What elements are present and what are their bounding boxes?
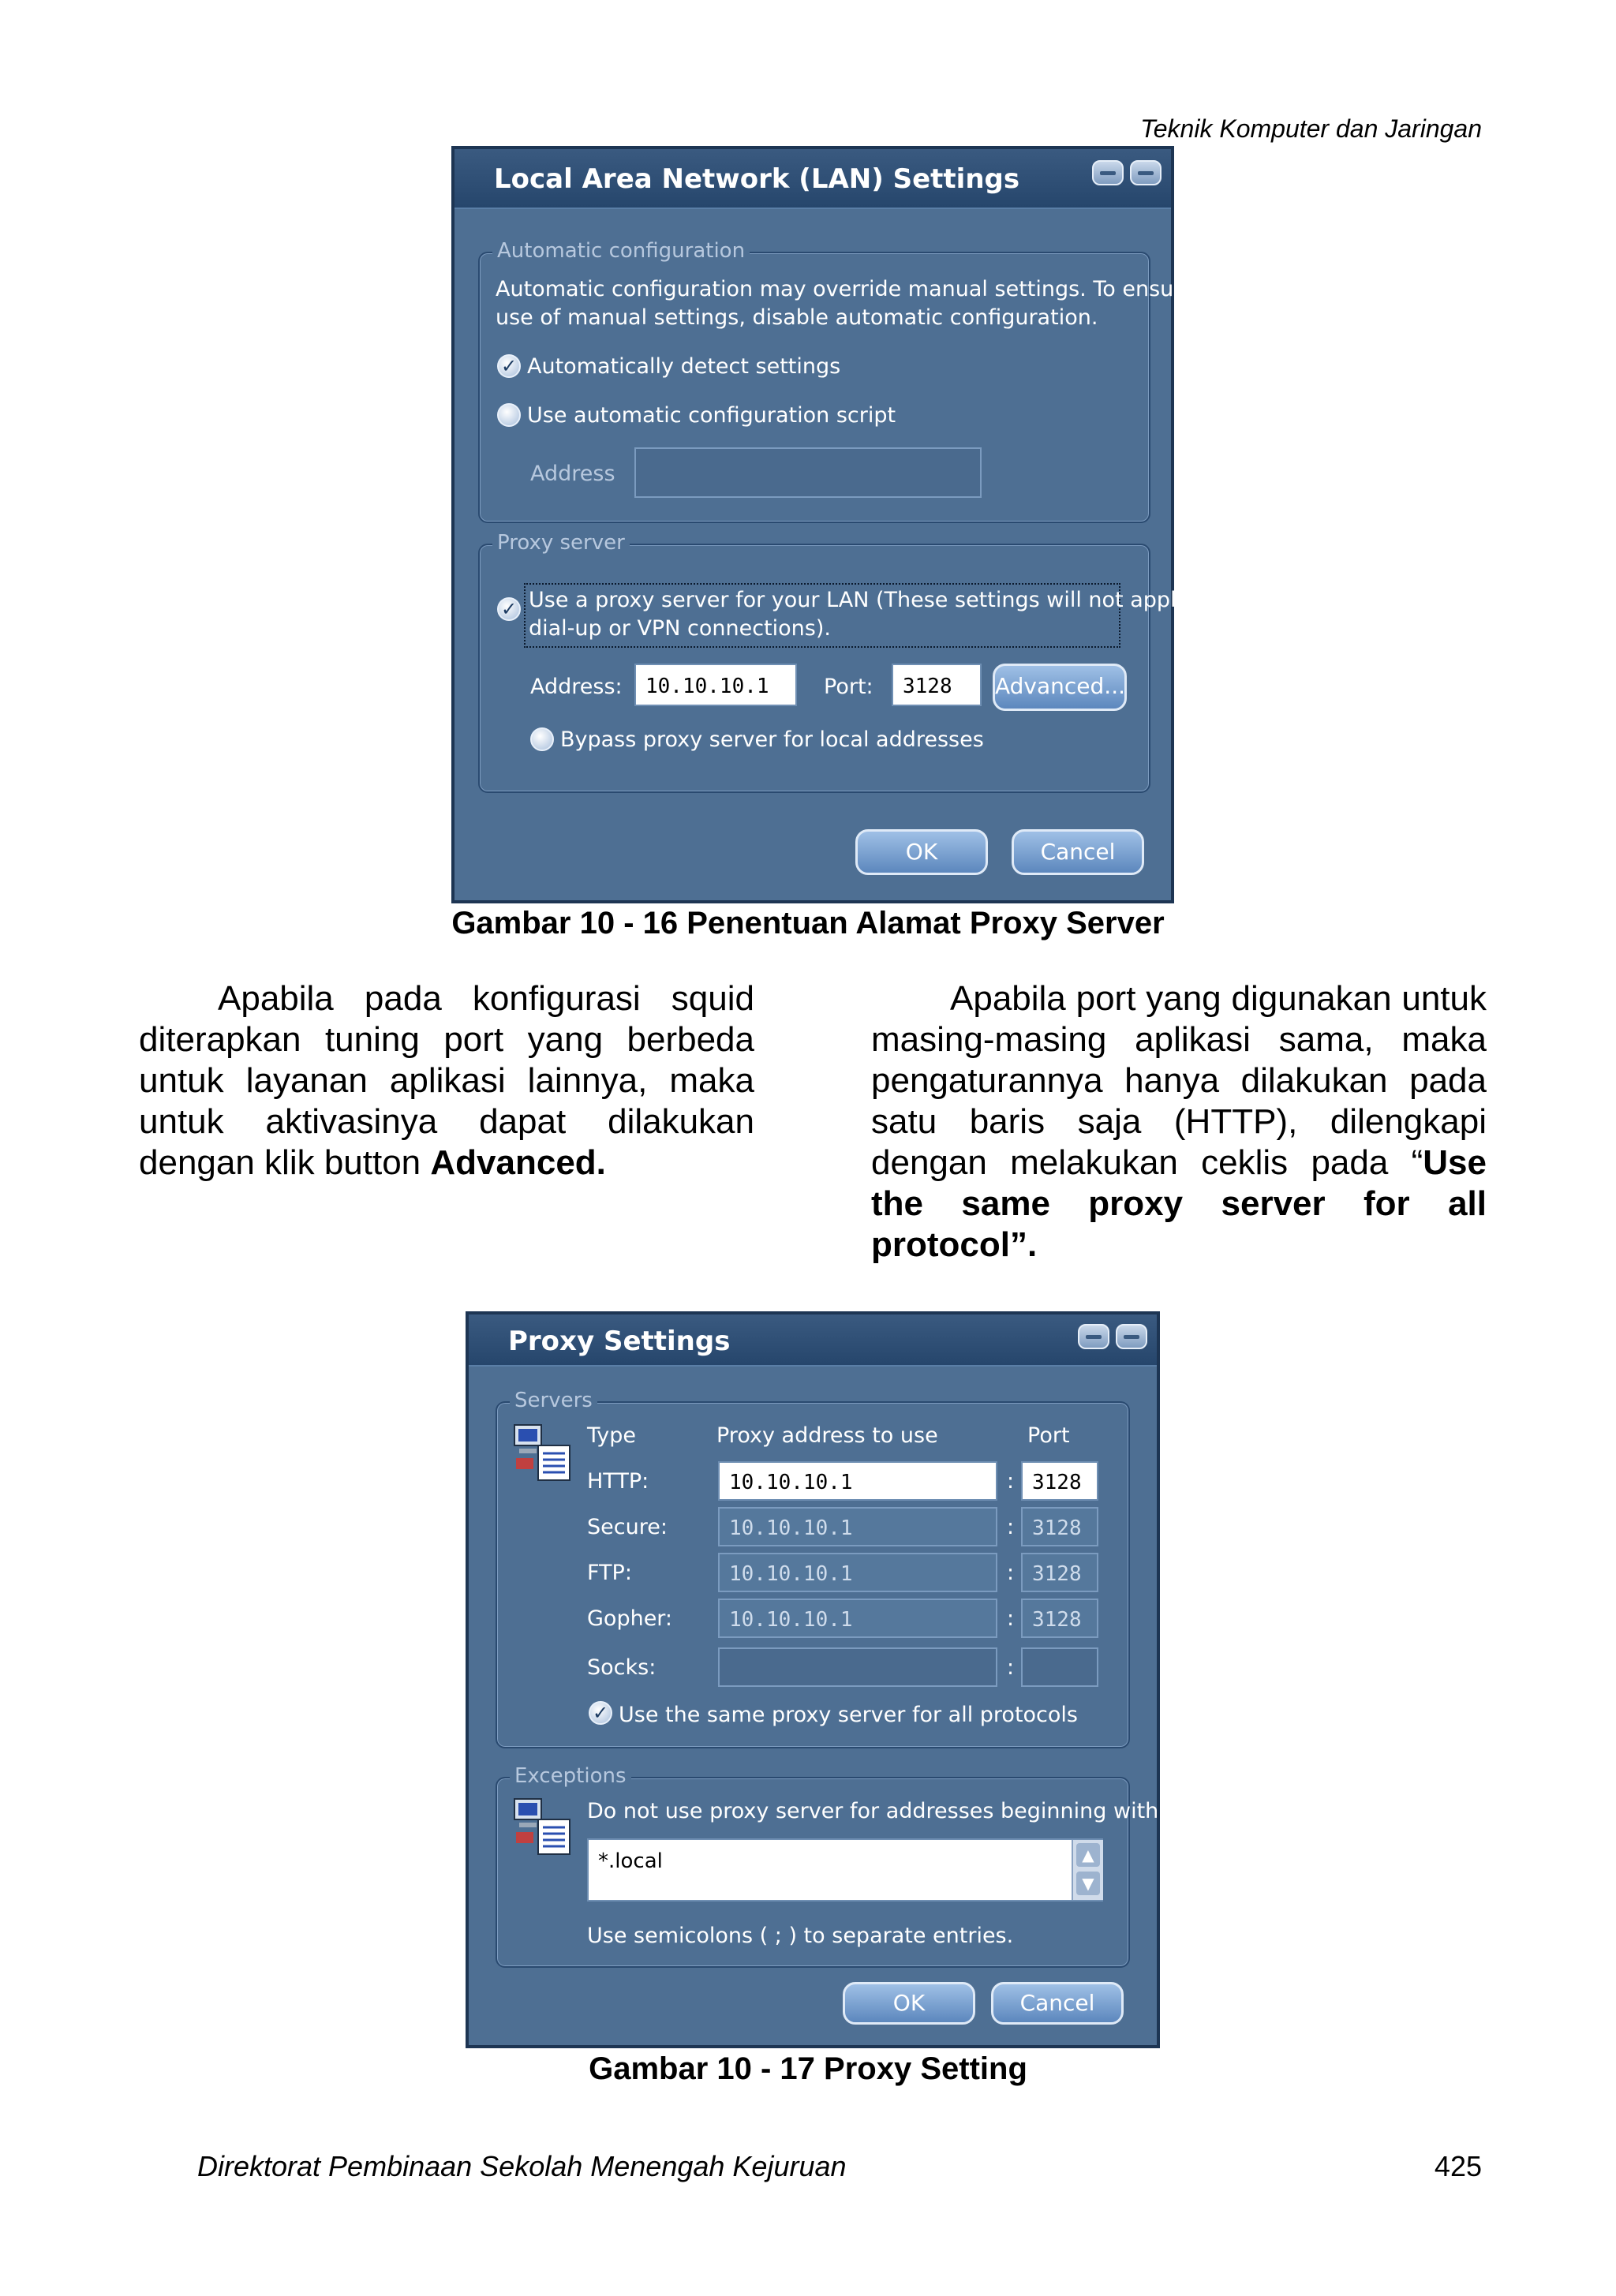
secure-port-field[interactable]: 3128	[1021, 1507, 1098, 1546]
page-header: Teknik Komputer dan Jaringan	[1140, 114, 1482, 143]
network-computer-icon	[511, 1796, 574, 1859]
servers-legend: Servers	[510, 1389, 597, 1412]
help-button[interactable]	[1078, 1324, 1109, 1349]
exceptions-scrollbar[interactable]	[1072, 1840, 1103, 1900]
figure2-caption: Gambar 10 - 17 Proxy Setting	[589, 2051, 1027, 2086]
col-address-header: Proxy address to use	[716, 1423, 938, 1448]
auto-config-desc-line2: use of manual settings, disable automatic configuration.	[496, 305, 1098, 330]
auto-address-label: Address	[530, 462, 615, 486]
auto-config-legend: Automatic configuration	[492, 239, 750, 263]
use-proxy-label-line1: Use a proxy server for your LAN (These settings will not apply to	[529, 588, 1218, 612]
proxy-settings-titlebar	[469, 1314, 1157, 1367]
col-port-header: Port	[1027, 1423, 1070, 1448]
proxy-settings-dialog	[466, 1311, 1166, 2048]
lan-settings-dialog	[451, 146, 1237, 903]
socks-label: Socks:	[587, 1655, 656, 1680]
ftp-address-field[interactable]: 10.10.10.1	[718, 1553, 997, 1592]
left-paragraph	[139, 978, 754, 1184]
dialog-title: Proxy Settings	[508, 1326, 731, 1357]
proxy-server-legend: Proxy server	[492, 531, 630, 555]
figure1-caption: Gambar 10 - 16 Penentuan Alamat Proxy Server	[451, 906, 1165, 940]
http-address-field[interactable]: 10.10.10.1	[718, 1461, 997, 1501]
ftp-label: FTP:	[587, 1561, 632, 1585]
close-button[interactable]	[1116, 1324, 1147, 1349]
gopher-address-field[interactable]: 10.10.10.1	[718, 1599, 997, 1638]
socks-address-field[interactable]	[718, 1647, 997, 1687]
left-column	[139, 978, 754, 1184]
auto-detect-label: Automatically detect settings	[527, 354, 841, 379]
proxy-port-label: Port:	[824, 675, 873, 699]
close-button[interactable]	[1130, 160, 1162, 185]
auto-config-desc-line1: Automatic configuration may override manual settings. To ensure the	[496, 277, 1237, 301]
col-type-header: Type	[587, 1423, 637, 1448]
use-script-label: Use automatic configuration script	[527, 403, 896, 428]
exceptions-hint: Use semicolons ( ; ) to separate entries.	[587, 1924, 1014, 1948]
gopher-label: Gopher:	[587, 1606, 673, 1631]
http-label: HTTP:	[587, 1469, 649, 1494]
left-paragraph-bold: Advanced.	[430, 1143, 606, 1182]
http-colon: :	[1007, 1469, 1015, 1494]
use-proxy-label-line2: dial-up or VPN connections).	[529, 616, 831, 641]
page-number: 425	[1434, 2150, 1482, 2182]
right-paragraph-text: Apabila port yang digunakan untuk masing-masing aplikasi sama, maka pengaturannya hanya dilakukan pada satu baris saja (HTTP), dilengkapi dengan melakukan ceklis pada “	[871, 979, 1487, 1182]
use-proxy-checkbox[interactable]: ✓	[497, 597, 521, 621]
socks-port-field[interactable]	[1021, 1647, 1098, 1687]
secure-address-field[interactable]: 10.10.10.1	[718, 1507, 997, 1546]
ftp-port-field[interactable]: 3128	[1021, 1553, 1098, 1592]
ftp-colon: :	[1007, 1561, 1015, 1585]
bypass-local-checkbox[interactable]	[530, 727, 554, 751]
secure-label: Secure:	[587, 1515, 668, 1539]
dialog-title: Local Area Network (LAN) Settings	[494, 163, 1020, 195]
same-proxy-label: Use the same proxy server for all protocols	[619, 1703, 1078, 1727]
exceptions-legend: Exceptions	[510, 1764, 631, 1788]
exceptions-textarea[interactable]: *.local	[587, 1838, 1103, 1901]
use-script-checkbox[interactable]	[497, 403, 521, 427]
page-footer-left: Direktorat Pembinaan Sekolah Menengah Kejuruan	[197, 2150, 847, 2182]
same-proxy-checkbox[interactable]: ✓	[589, 1701, 612, 1725]
left-paragraph-text: Apabila pada konfigurasi squid diterapkan tuning port yang berbeda untuk layanan aplikasi lainnya, maka untuk aktivasinya dapat dilakukan dengan klik button	[139, 979, 754, 1182]
lan-settings-titlebar	[454, 149, 1171, 209]
proxy-address-field[interactable]: 10.10.10.1	[634, 664, 797, 706]
bypass-local-label: Bypass proxy server for local addresses	[560, 727, 984, 752]
advanced-button[interactable]: Advanced...	[993, 664, 1127, 711]
auto-detect-checkbox[interactable]: ✓	[497, 354, 521, 378]
scroll-up-icon[interactable]: ▲	[1076, 1843, 1100, 1867]
exceptions-desc: Do not use proxy server for addresses beginning with:	[587, 1799, 1166, 1823]
gopher-port-field[interactable]: 3128	[1021, 1599, 1098, 1638]
secure-colon: :	[1007, 1515, 1015, 1539]
network-computer-icon	[511, 1422, 574, 1485]
proxy-ok-button[interactable]: OK	[843, 1982, 975, 2025]
right-column	[871, 978, 1487, 1266]
right-paragraph-bold: Use the same proxy server for all protocol”.	[871, 1143, 1487, 1264]
auto-address-field[interactable]	[634, 447, 982, 498]
scroll-down-icon[interactable]: ▼	[1076, 1872, 1100, 1895]
proxy-cancel-button[interactable]: Cancel	[991, 1982, 1124, 2025]
lan-ok-button[interactable]: OK	[855, 829, 988, 875]
proxy-address-label: Address:	[530, 675, 623, 699]
proxy-port-field[interactable]: 3128	[892, 664, 982, 706]
http-port-field[interactable]: 3128	[1021, 1461, 1098, 1501]
help-button[interactable]	[1092, 160, 1124, 185]
gopher-colon: :	[1007, 1606, 1015, 1631]
lan-cancel-button[interactable]: Cancel	[1012, 829, 1144, 875]
socks-colon: :	[1007, 1655, 1015, 1680]
right-paragraph	[871, 978, 1487, 1266]
